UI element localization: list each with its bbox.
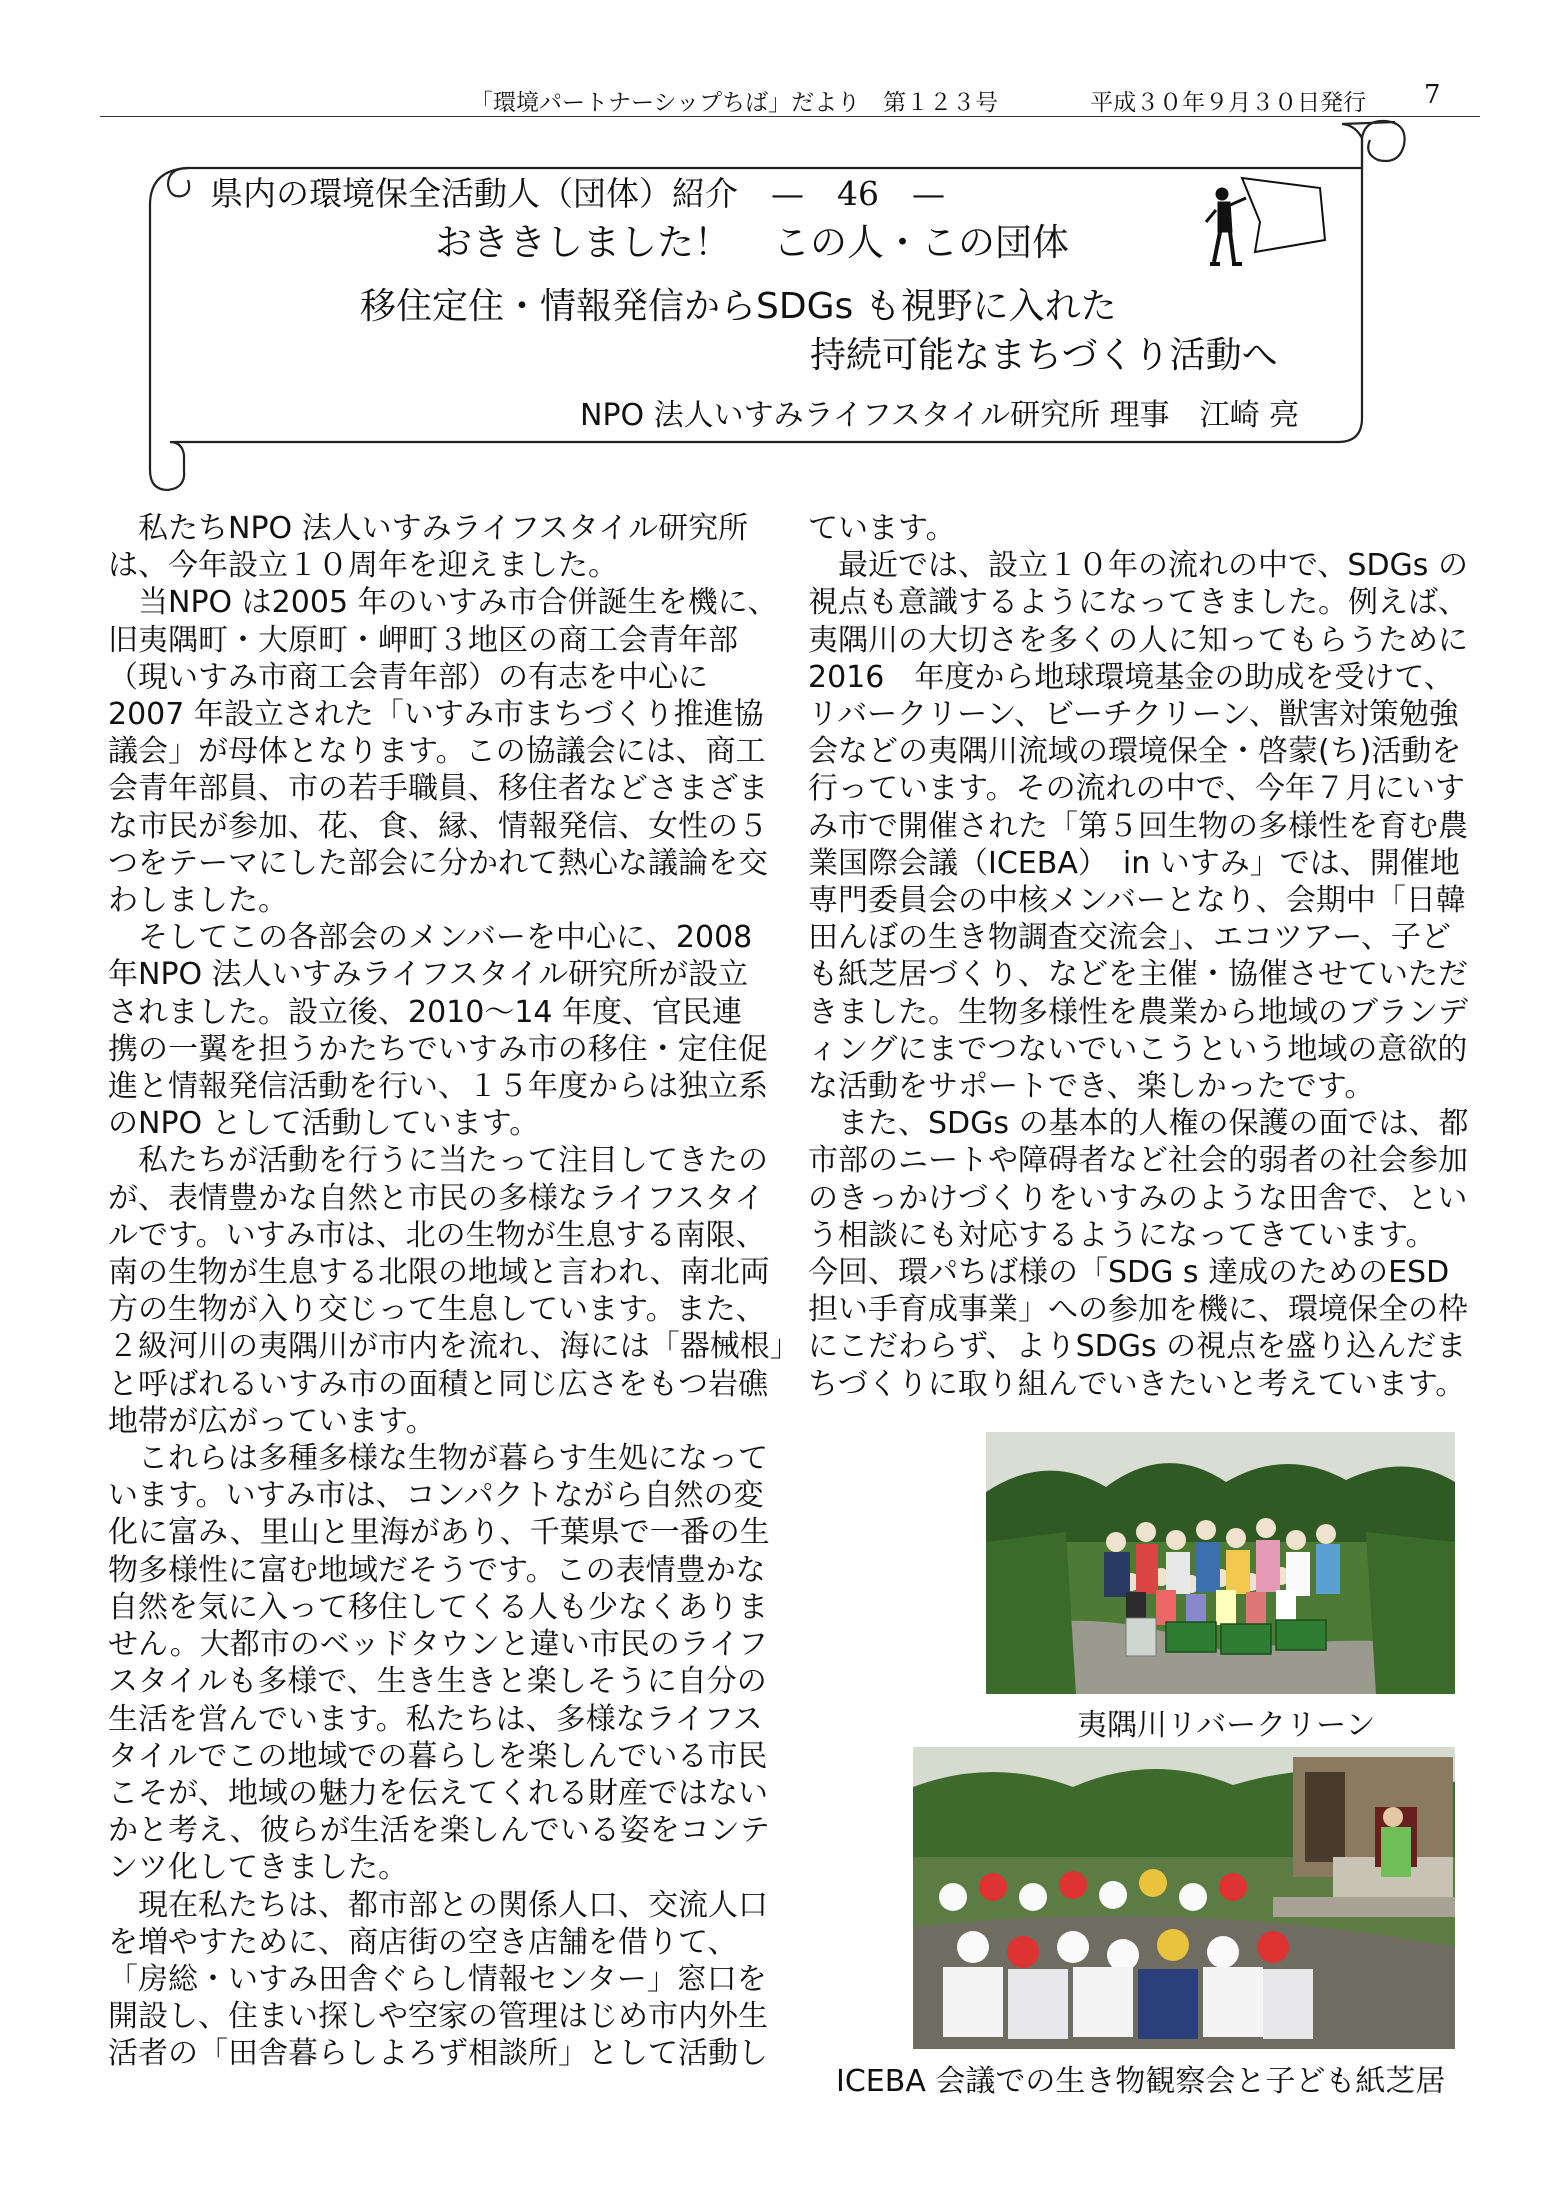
subtitle-b: この人・この団体 xyxy=(773,221,1069,264)
article-line: 議会」が母体となります。この協議会には、商工 xyxy=(108,734,766,770)
article-line: 市部のニートや障碍者など社会的弱者の社会参加 xyxy=(808,1143,1468,1179)
article-line: ルです。いすみ市は、北の生物が生息する南限、 xyxy=(108,1217,766,1253)
article-line: そしてこの各部会のメンバーを中心に、2008 xyxy=(108,920,753,956)
article-line: また、SDGs の基本的人権の保護の面では、都 xyxy=(808,1106,1469,1142)
river-cleanup-caption: 夷隅川リバークリーン xyxy=(1077,1708,1376,1743)
headline-line-1: 移住定住・情報発信からSDGs も視野に入れた xyxy=(360,286,1117,327)
article-line: 2007 年設立された「いすみ市まちづくり推進協 xyxy=(108,697,764,733)
subtitle-a: おききしました！ xyxy=(435,221,731,264)
subtitle xyxy=(435,212,1069,266)
article-line: 夷隅川の大切さを多くの人に知ってもらうために xyxy=(808,622,1468,658)
article-line: 開設し、住まい探しや空家の管理はじめ市内外生 xyxy=(108,1999,768,2035)
newsletter-name: 「環境パートナーシップちば」だより 第１２３号 xyxy=(470,90,999,116)
article-line: と呼ばれるいすみ市の面積と同じ広さをもつ岩礁 xyxy=(108,1366,768,1402)
article-line: 当NPO は2005 年のいすみ市合併誕生を機に、 xyxy=(108,585,778,621)
article-line: 化に富み、里山と里海があり、千葉県で一番の生 xyxy=(108,1515,770,1551)
article-line: み市で開催された「第５回生物の多様性を育む農 xyxy=(808,808,1468,844)
headline-line-2: 持続可能なまちづくり活動へ xyxy=(810,335,1278,376)
article-line: つをテーマにした部会に分かれて熱心な議論を交 xyxy=(108,845,768,881)
article-line: 今回、環パちば様の「SDG s 達成のためのESD xyxy=(808,1255,1450,1291)
article-line: 会青年部員、市の若手職員、移住者などさまざま xyxy=(108,771,768,807)
article-line: 進と情報発信活動を行い、１５年度からは独立系 xyxy=(108,1069,768,1105)
article-line: タイルでこの地域での暮らしを楽しんでいる市民 xyxy=(108,1738,768,1774)
article-line: 専門委員会の中核メンバーとなり、会期中「日韓 xyxy=(808,883,1466,919)
article-line: 生活を営んでいます。私たちは、多様なライフス xyxy=(108,1701,763,1737)
article-line: せん。大都市のベッドタウンと違い市民のライフ xyxy=(108,1627,768,1663)
article-line: 物多様性に富む地域だそうです。この表情豊かな xyxy=(108,1552,766,1588)
article-column-right xyxy=(808,510,1469,1403)
iceba-caption: ICEBA 会議での生き物観察会と子ども紙芝居 xyxy=(836,2064,1446,2099)
dash-right: — xyxy=(912,174,945,213)
article-line: にこだわらず、よりSDGs の視点を盛り込んだま xyxy=(808,1329,1467,1365)
author-byline: NPO 法人いすみライフスタイル研究所 理事 江崎 亮 xyxy=(580,398,1300,433)
article-line: 現在私たちは、都市部との関係人口、交流人口 xyxy=(108,1887,768,1923)
article-column-left xyxy=(108,510,800,2073)
article-line: 担い手育成事業」への参加を機に、環境保全の枠 xyxy=(808,1292,1468,1328)
series-label: 県内の環境保全活動人（団体）紹介 xyxy=(210,174,738,213)
article-line: 自然を気に入って移住してくる人も少なくありま xyxy=(108,1589,768,1625)
issue-date: 平成３０年９月３０日発行 xyxy=(1090,90,1367,116)
article-line: 私たちが活動を行うに当たって注目してきたの xyxy=(108,1143,768,1179)
iceba-kamishibai-photo xyxy=(913,1747,1455,2049)
article-line: 視点も意識するようになってきました。例えば、 xyxy=(808,585,1468,621)
article-line: を増やすために、商店街の空き店舗を借りて、 xyxy=(108,1924,738,1960)
article-line: 私たちNPO 法人いすみライフスタイル研究所 xyxy=(108,511,749,546)
article-line: のNPO として活動しています。 xyxy=(108,1106,540,1142)
article-line: 方の生物が入り交じって生息しています。また、 xyxy=(108,1292,766,1328)
dash-left: — xyxy=(771,174,804,213)
article-line: う相談にも対応するようになってきています。 xyxy=(808,1217,1436,1253)
article-line: 年NPO 法人いすみライフスタイル研究所が設立 xyxy=(108,957,749,993)
article-line: ２級河川の夷隅川が市内を流れ、海には「器械根」 xyxy=(108,1329,800,1365)
article-line: （現いすみ市商工会青年部）の有志を中心に xyxy=(108,659,708,695)
article-line: な市民が参加、花、食、縁、情報発信、女性の５ xyxy=(108,808,768,844)
page-number: 7 xyxy=(1424,80,1441,110)
article-line: 2016 年度から地球環境基金の助成を受けて、 xyxy=(808,659,1454,695)
article-line: 活者の「田舎暮らしよろず相談所」として活動し xyxy=(108,2036,768,2072)
article-line: な活動をサポートでき、楽しかったです。 xyxy=(808,1069,1375,1105)
series-title xyxy=(210,168,945,215)
article-line: 最近では、設立１０年の流れの中で、SDGs の xyxy=(808,548,1468,584)
article-line: 地帯が広がっています。 xyxy=(108,1403,436,1439)
article-line: わしました。 xyxy=(108,883,288,919)
article-line: も紙芝居づくり、などを主催・協催させていただ xyxy=(808,957,1468,993)
article-line: 田んぼの生き物調査交流会」、エコツアー、子ど xyxy=(808,920,1451,956)
article-line: います。いすみ市は、コンパクトながら自然の変 xyxy=(108,1478,764,1514)
article-line: ています。 xyxy=(808,511,956,546)
mascot-sign-icon xyxy=(1200,170,1330,295)
article-line: のきっかけづくりをいすみのような田舎で、とい xyxy=(808,1180,1468,1216)
article-line: 南の生物が生息する北限の地域と言われ、南北両 xyxy=(108,1255,770,1291)
article-line: ちづくりに取り組んでいきたいと考えています。 xyxy=(808,1366,1466,1402)
article-line: ィングにまでつないでいこうという地域の意欲的 xyxy=(808,1031,1468,1067)
article-line: これらは多種多様な生物が暮らす生処になって xyxy=(108,1441,768,1477)
article-line: こそが、地域の魅力を伝えてくれる財産ではない xyxy=(108,1775,768,1811)
article-line: 行っています。その流れの中で、今年７月にいす xyxy=(808,771,1465,807)
article-line: きました。生物多様性を農業から地域のブランデ xyxy=(808,994,1468,1030)
article-line: されました。設立後、2010～14 年度、官民連 xyxy=(108,994,743,1030)
series-number: 46 xyxy=(837,174,879,213)
article-line: 携の一翼を担うかたちでいすみ市の移住・定住促 xyxy=(108,1031,768,1067)
article-line: は、今年設立１０周年を迎えました。 xyxy=(108,548,618,584)
article-line: ンツ化してきました。 xyxy=(108,1850,408,1886)
article-line: 会などの夷隅川流域の環境保全・啓蒙(ち)活動を xyxy=(808,734,1462,770)
article-line: が、表情豊かな自然と市民の多様なライフスタイ xyxy=(108,1180,765,1216)
article-line: スタイルも多様で、生き生きと楽しそうに自分の xyxy=(108,1664,767,1700)
article-line: 「房総・いすみ田舎ぐらし情報センター」窓口を xyxy=(108,1961,767,1997)
article-line: かと考え、彼らが生活を楽しんでいる姿をコンテ xyxy=(108,1813,770,1849)
article-line: リバークリーン、ビーチクリーン、獣害対策勉強 xyxy=(808,697,1459,733)
article-line: 旧夷隅町・大原町・岬町３地区の商工会青年部 xyxy=(108,622,738,658)
article-line: 業国際会議（ICEBA） in いすみ」では、開催地 xyxy=(808,845,1460,881)
river-cleanup-photo xyxy=(986,1432,1455,1694)
